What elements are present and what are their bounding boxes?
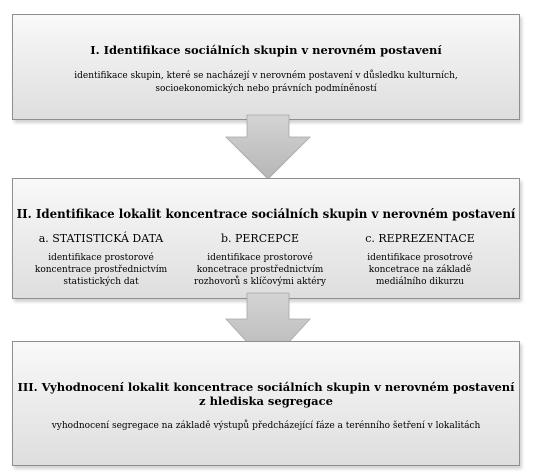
column-text: identifikace prostorové koncentrace prostřednictvím statistických dat	[34, 253, 168, 287]
stage-3-box	[12, 341, 520, 466]
column-statistical-data	[25, 232, 177, 288]
column-heading: b. PERCEPCE	[220, 232, 300, 245]
stage-1-box	[12, 14, 520, 120]
column-text: identifikace prosotrové koncetrace na základě mediálního dikurzu	[367, 253, 473, 287]
stage-2-box	[12, 178, 520, 299]
stage-1-title: I. Identifikace sociálních skupin v nerovném postavení	[90, 43, 442, 57]
stage-2-title: II. Identifikace lokalit koncentrace sociálních skupin v nerovném postavení	[16, 207, 516, 221]
column-heading: c. REPREZENTACE	[365, 232, 475, 245]
down-arrow-icon	[226, 115, 310, 179]
column-perception	[184, 232, 336, 288]
stage-1-description: identifikace skupin, které se nacházejí v nerovném postavení v důsledku kulturních, socioekonomických nebo právních podmíněností	[74, 71, 458, 94]
stage-3-description: vyhodnocení segregace na základě výstupů předcházející fáze a terénního šetření v lokalitách	[51, 421, 481, 431]
column-text: identifikace prostorové koncetrace prostřednictvím rozhovorů s klíčovými aktéry	[194, 253, 326, 287]
column-heading: a. STATISTICKÁ DATA	[38, 232, 164, 245]
stage-3-title: III. Vyhodnocení lokalit koncentrace sociálních skupin v nerovném postavení z hlediska segregace	[17, 380, 515, 408]
column-representation	[344, 232, 496, 288]
